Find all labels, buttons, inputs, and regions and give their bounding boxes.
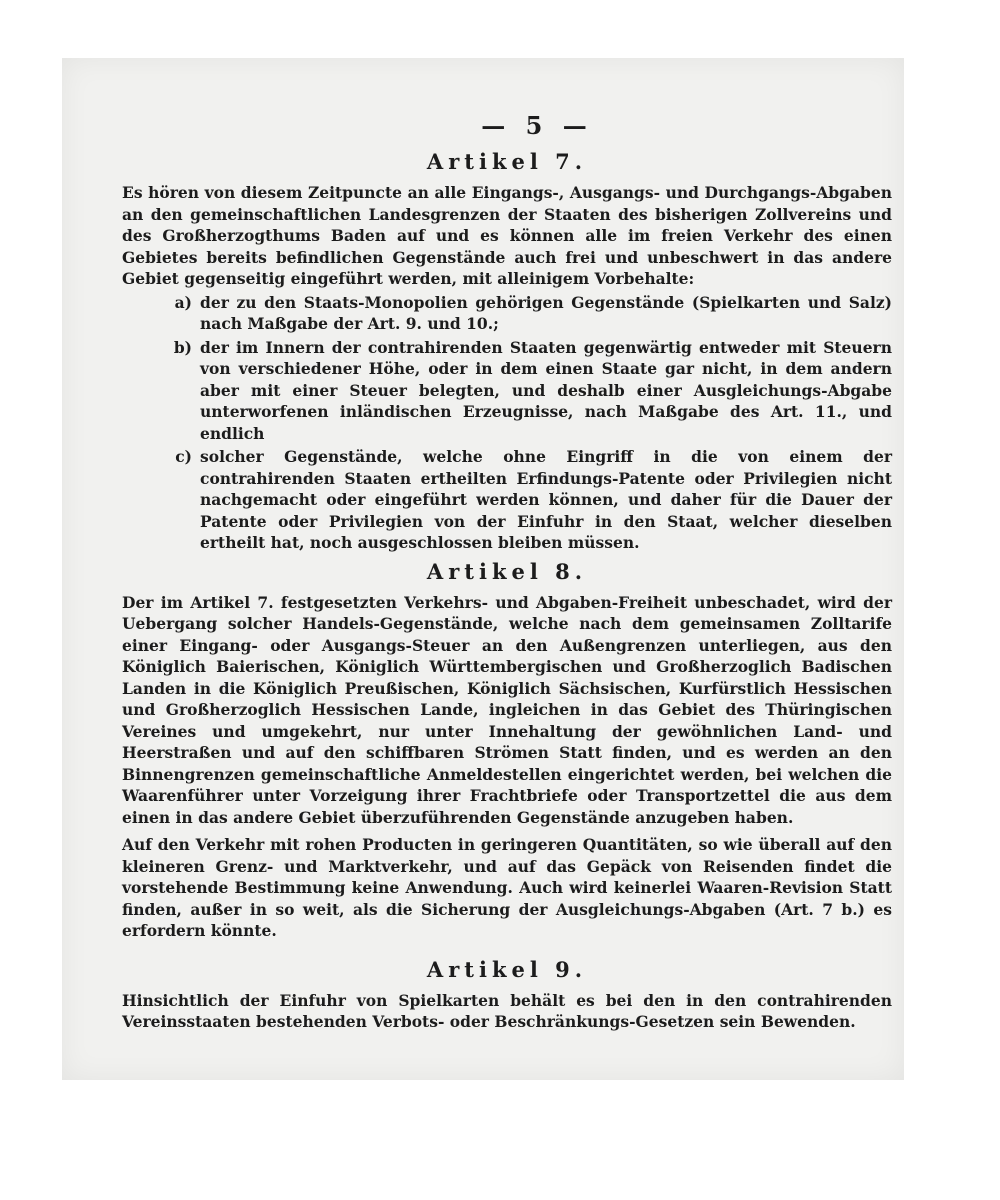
list-item xyxy=(122,337,892,445)
article-paragraph: Es hören von diesem Zeitpuncte an alle Eingangs-, Ausgangs- und Durchgangs-Abgaben an den gemeinschaftlichen Landesgrenzen der Staaten des bisherigen Zollvereins und des Großherzogthums Baden auf und es können alle im freien Verkehr des einen Gebietes bereits befindlichen Gegenstände auch frei und unbeschwert in das andere Gebiet gegenseitig eingeführt werden, mit alleinigem Vorbehalte: xyxy=(122,183,892,288)
article-heading: Artikel 8. xyxy=(426,558,588,584)
list-item xyxy=(122,292,892,335)
list-item-text: solcher Gegenstände, welche ohne Eingriff in die von einem der contrahirenden Staaten ertheilten Erfindungs-Patente oder Privilegien nicht nachgemacht oder eingeführt werden können, und daher für die Dauer der Patente oder Privilegien von der Einfuhr in den Staat, welcher dieselben ertheilt hat, noch ausgeschlossen bleiben müssen. xyxy=(200,447,892,552)
article-heading: Artikel 7. xyxy=(426,149,588,174)
list-item-text: der zu den Staats-Monopolien gehörigen Gegenstände (Spielkarten und Salz) nach Maßgabe der Art. 9. und 10.; xyxy=(200,292,892,333)
article-paragraph: Auf den Verkehr mit rohen Producten in geringeren Quantitäten, so wie überall auf den kleineren Grenz- und Marktverkehr, und auf das Gepäck von Reisenden findet die vorstehende Bestimmung keine Anwendung. Auch wird keinerlei Waaren-Revision Statt finden, außer in so weit, als die Sicherung der Ausgleichungs-Abgaben (Art. 7 b.) es erfordern könnte. xyxy=(122,835,892,940)
list-marker: b) xyxy=(173,337,192,357)
list-marker: c) xyxy=(175,447,192,466)
article-heading: Artikel 9. xyxy=(426,956,588,982)
article-paragraph: Der im Artikel 7. festgesetzten Verkehrs- und Abgaben-Freiheit unbeschadet, wird der Uebergang solcher Handels-Gegenstände, welche nach dem gemeinsamen Zolltarife einer Eingang- oder Ausgangs-Steuer an den Außengrenzen unterliegen, aus den Königlich Baierischen, Königlich Württembergischen und Großherzoglich Badischen Landen in die Königlich Preußischen, Königlich Sächsischen, Kurfürstlich Hessischen und Großherzoglich Hessischen Lande, ingleichen in das Gebiet des Thüringischen Vereines und umgekehrt, nur unter Innehaltung der gewöhnlichen Land- und Heerstraßen und auf den schiffbaren Strömen Statt finden, und es werden an den Binnengrenzen gemeinschaftliche Anmeldestellen eingerichtet werden, bei welchen die Waarenführer unter Vorzeigung ihrer Frachtbriefe oder Transportzettel die aus dem einen in das andere Gebiet überzuführenden Gegenstände anzugeben haben. xyxy=(122,592,892,827)
page-number: — 5 — xyxy=(481,111,593,140)
list-marker: a) xyxy=(174,292,192,312)
article-8 xyxy=(122,558,892,942)
article-paragraph: Hinsichtlich der Einfuhr von Spielkarten behält es bei den in den contrahirenden Vereinsstaaten bestehenden Verbots- oder Beschränkungs-Gesetzen sein Bewenden. xyxy=(122,990,892,1031)
page-content xyxy=(122,108,892,1033)
provision-list xyxy=(122,292,892,554)
article-7 xyxy=(122,148,892,554)
list-item-text: der im Innern der contrahirenden Staaten gegenwärtig entweder mit Steuern von verschiedener Höhe, oder in dem einen Staate gar nicht, in dem andern aber mit einer Steuer belegten, und deshalb einer Ausgleichungs-Abgabe unterworfenen inländischen Erzeugnisse, nach Maßgabe des Art. 11., und endlich xyxy=(200,337,892,443)
list-item xyxy=(122,446,892,554)
article-9 xyxy=(122,956,892,1033)
